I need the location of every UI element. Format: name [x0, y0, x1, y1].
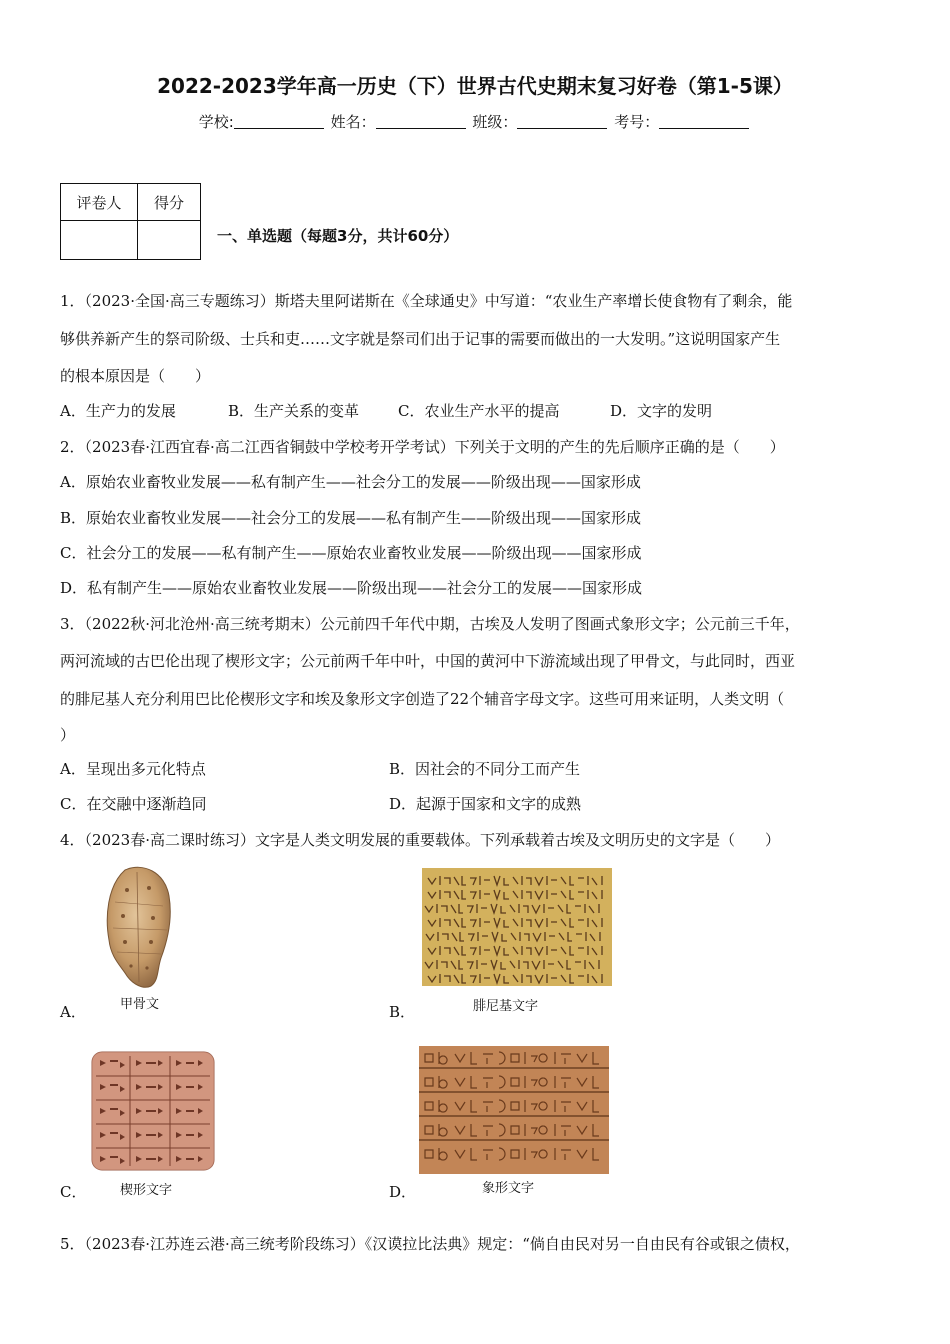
q1-stem-line1: 1．（2023·全国·高三专题练习）斯塔夫里阿诺斯在《全球通史》中写道：“农业生产率增长使食物有了剩余，能	[60, 292, 793, 310]
q3-stem-line3: 的腓尼基人充分利用巴比伦楔形文字和埃及象形文字创造了22个辅音字母文字。这些可用来证明，人类文明（	[60, 690, 785, 708]
exam-title: 2022-2023学年高一历史（下）世界古代史期末复习好卷（第1-5课）	[157, 74, 793, 98]
q3-option-b[interactable]: B．因社会的不同分工而产生	[389, 760, 581, 778]
score-cell[interactable]	[138, 221, 201, 260]
q4-caption-a: 甲骨文	[120, 997, 160, 1012]
reviewer-cell[interactable]	[61, 221, 138, 260]
school-label: 学校:	[198, 113, 234, 131]
q1-stem-line3: 的根本原因是（ ）	[60, 367, 211, 385]
hieroglyph-image	[419, 1046, 609, 1174]
score-table	[60, 183, 201, 260]
class-label: 班级：	[472, 113, 518, 131]
q4-option-d[interactable]: D．	[389, 1183, 417, 1201]
oracle-bone-image	[103, 862, 175, 990]
score-header: 得分	[138, 184, 201, 221]
q4-caption-c: 楔形文字	[120, 1183, 173, 1198]
student-info-line	[0, 111, 950, 132]
q1-option-b[interactable]: B．生产关系的变革	[228, 402, 360, 420]
cuneiform-tablet-image	[90, 1050, 216, 1172]
number-blank[interactable]	[659, 114, 749, 129]
q4-stem: 4．（2023春·高二课时练习）文字是人类文明发展的重要载体。下列承载着古埃及文明历史的文字是（ ）	[60, 831, 780, 849]
number-label: 考号：	[614, 113, 660, 131]
q3-option-d[interactable]: D．起源于国家和文字的成熟	[389, 795, 582, 813]
q1-stem-line2: 够供养新产生的祭司阶级、士兵和吏……文字就是祭司们出于记事的需要而做出的一大发明。”这说明国家产生	[60, 330, 781, 348]
section-heading: 一、单选题（每题3分，共计60分）	[217, 227, 459, 245]
reviewer-header: 评卷人	[61, 184, 138, 221]
name-blank[interactable]	[376, 114, 466, 129]
q4-option-c[interactable]: C．	[60, 1183, 87, 1201]
q2-option-a[interactable]: A．原始农业畜牧业发展——私有制产生——社会分工的发展——阶级出现——国家形成	[60, 473, 641, 491]
school-blank[interactable]	[234, 114, 324, 129]
q2-option-c[interactable]: C．社会分工的发展——私有制产生——原始农业畜牧业发展——阶级出现——国家形成	[60, 544, 642, 562]
q1-option-c[interactable]: C．农业生产水平的提高	[398, 402, 560, 420]
name-label: 姓名：	[330, 113, 376, 131]
q4-option-b[interactable]: B．	[389, 1003, 416, 1021]
q4-caption-b: 腓尼基文字	[473, 999, 539, 1014]
class-blank[interactable]	[517, 114, 607, 129]
q2-option-d[interactable]: D．私有制产生——原始农业畜牧业发展——阶级出现——社会分工的发展——国家形成	[60, 579, 643, 597]
q3-stem-line1: 3．（2022秋·河北沧州·高三统考期末）公元前四千年代中期，古埃及人发明了图画式象形文字；公元前三千年，	[60, 615, 800, 633]
q3-option-c[interactable]: C．在交融中逐渐趋同	[60, 795, 207, 813]
q4-option-a[interactable]: A．	[60, 1003, 86, 1021]
q5-stem-line1: 5．（2023春·江苏连云港·高三统考阶段练习）《汉谟拉比法典》规定：“倘自由民对另一自由民有谷或银之债权，	[60, 1235, 800, 1253]
q2-stem: 2．（2023春·江西宜春·高二江西省铜鼓中学校考开学考试）下列关于文明的产生的先后顺序正确的是（ ）	[60, 438, 785, 456]
q1-option-a[interactable]: A．生产力的发展	[60, 402, 176, 420]
q2-option-b[interactable]: B．原始农业畜牧业发展——社会分工的发展——私有制产生——阶级出现——国家形成	[60, 509, 642, 527]
q3-stem-line2: 两河流域的古巴伦出现了楔形文字；公元前两千年中叶，中国的黄河中下游流域出现了甲骨文，与此同时，西亚	[60, 652, 796, 670]
q3-stem-line4: ）	[60, 726, 76, 744]
phoenician-script-image	[422, 868, 612, 986]
q3-option-a[interactable]: A．呈现出多元化特点	[60, 760, 206, 778]
q1-option-d[interactable]: D．文字的发明	[610, 402, 713, 420]
q4-caption-d: 象形文字	[482, 1181, 535, 1196]
